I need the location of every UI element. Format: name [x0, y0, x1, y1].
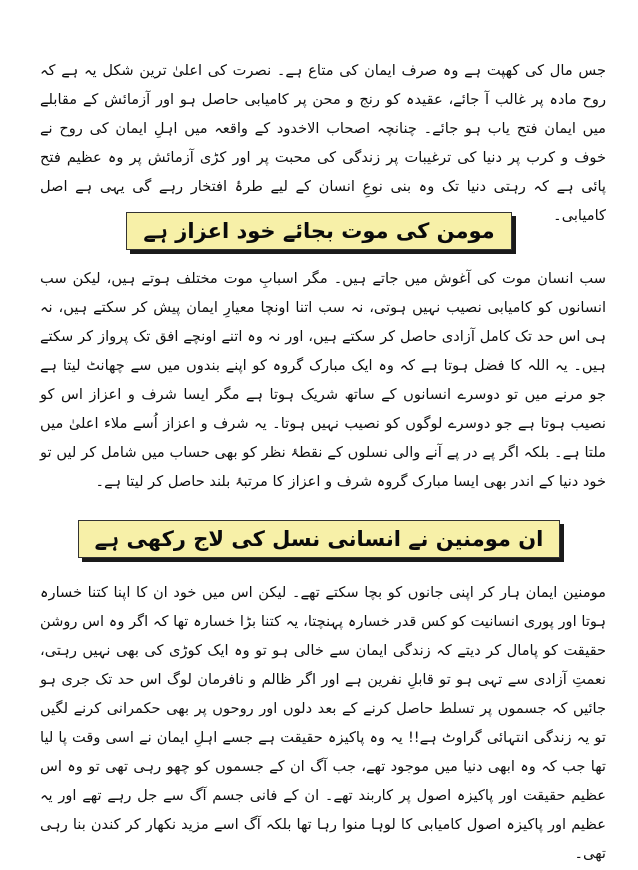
section-heading-human-dignity: ان مومنین نے انسانی نسل کی لاج رکھی ہے	[78, 520, 561, 558]
heading-box-2	[0, 520, 638, 558]
section-heading-believers-death: مومن کی موت بجائے خود اعزاز ہے	[126, 212, 511, 250]
paragraph-victory-of-faith: جس مال کی کھپت ہے وہ صرف ایمان کی متاع ہے۔ نصرت کی اعلیٰ ترین شکل یہ ہے کہ روح مادہ پر غالب آ جائے، عقیدہ کو رنج و محن پر کامیابی حاصل ہو اور آزمائش کے مقابلے میں ایمان فتح یاب ہو جائے۔ چنانچہ اصحاب الاخدود کے واقعہ میں اہلِ ایمان کی روح نے خوف و کرب پر دنیا کی ترغیبات پر زندگی کی محبت پر اور کڑی آزمائش پر وہ عظیم فتح پائی ہے کہ رہتی دنیا تک وہ بنی نوعِ انسان کے لیے طرۂ افتخار رہے گی یہی ہے اصل کامیابی۔	[40, 62, 606, 224]
heading-box-1	[0, 212, 638, 250]
paragraph-loss-of-humanity: مومنین ایمان ہار کر اپنی جانوں کو بچا سکتے تھے۔ لیکن اس میں خود ان کا اپنا کتنا خسارہ ہوتا اور پوری انسانیت کو کس قدر خسارہ پہنچتا، یہ کتنا بڑا خسارہ تھا کہ اگر وہ اس روشن حقیقت کو پامال کر دیتے کہ زندگی ایمان سے خالی ہو تو وہ ایک کوڑی کی بھی نہیں رہتی، نعمتِ آزادی سے تہی ہو تو قابلِ نفرین ہے اور اگر ظالم و نافرمان لوگ اس حد تک جری ہو جائیں کہ جسموں پر تسلط حاصل کرنے کے بعد دلوں اور روحوں پر بھی حکمرانی کرنے لگیں تو یہ زندگی انتہائی گراوٹ ہے!! یہ وہ پاکیزہ حقیقت ہے جسے اہلِ ایمان نے اسی وقت پا لیا تھا جب کہ وہ ابھی دنیا میں موجود تھے، جب آگ ان کے جسموں کو چھو رہی تھی تو وہ اس عظیم حقیقت اور پاکیزہ اصول پر کاربند تھے۔ ان کے فانی جسم آگ سے جل رہے تھے اور یہ عظیم اور پاکیزہ اصول کامیابی کا لوہا منوا رہا تھا بلکہ آگ اسے مزید نکھار کر کندن بنا رہی تھی۔	[40, 584, 606, 862]
paragraph-death-and-honor: سب انسان موت کی آغوش میں جاتے ہیں۔ مگر اسبابِ موت مختلف ہوتے ہیں، لیکن سب انسانوں کو کامیابی نصیب نہیں ہوتی، نہ سب اتنا اونچا معیارِ ایمان پیش کر سکتے ہیں، نہ ہی اس حد تک کامل آزادی حاصل کر سکتے ہیں، اور نہ وہ اتنے اونچے افق تک پرواز کر سکتے ہیں۔ یہ اللہ کا فضل ہوتا ہے کہ وہ ایک مبارک گروہ کو اپنے بندوں میں سے چھانٹ لیتا ہے جو مرنے میں تو دوسرے انسانوں کے ساتھ شریک ہوتا ہے مگر ایسا شرف و اعزاز اس کو نصیب ہوتا ہے جو دوسرے لوگوں کو نصیب نہیں ہوتا۔ یہ شرف و اعزاز اُسے ملاء اعلیٰ میں ملتا ہے۔ بلکہ اگر پے در پے آنے والی نسلوں کے نقطۂ نظر کو بھی حساب میں شامل کر لیں تو خود دنیا کے اندر بھی ایسا مبارک گروہ شرف و اعزاز کا مرتبۂ بلند حاصل کر لیتا ہے۔	[40, 270, 606, 490]
